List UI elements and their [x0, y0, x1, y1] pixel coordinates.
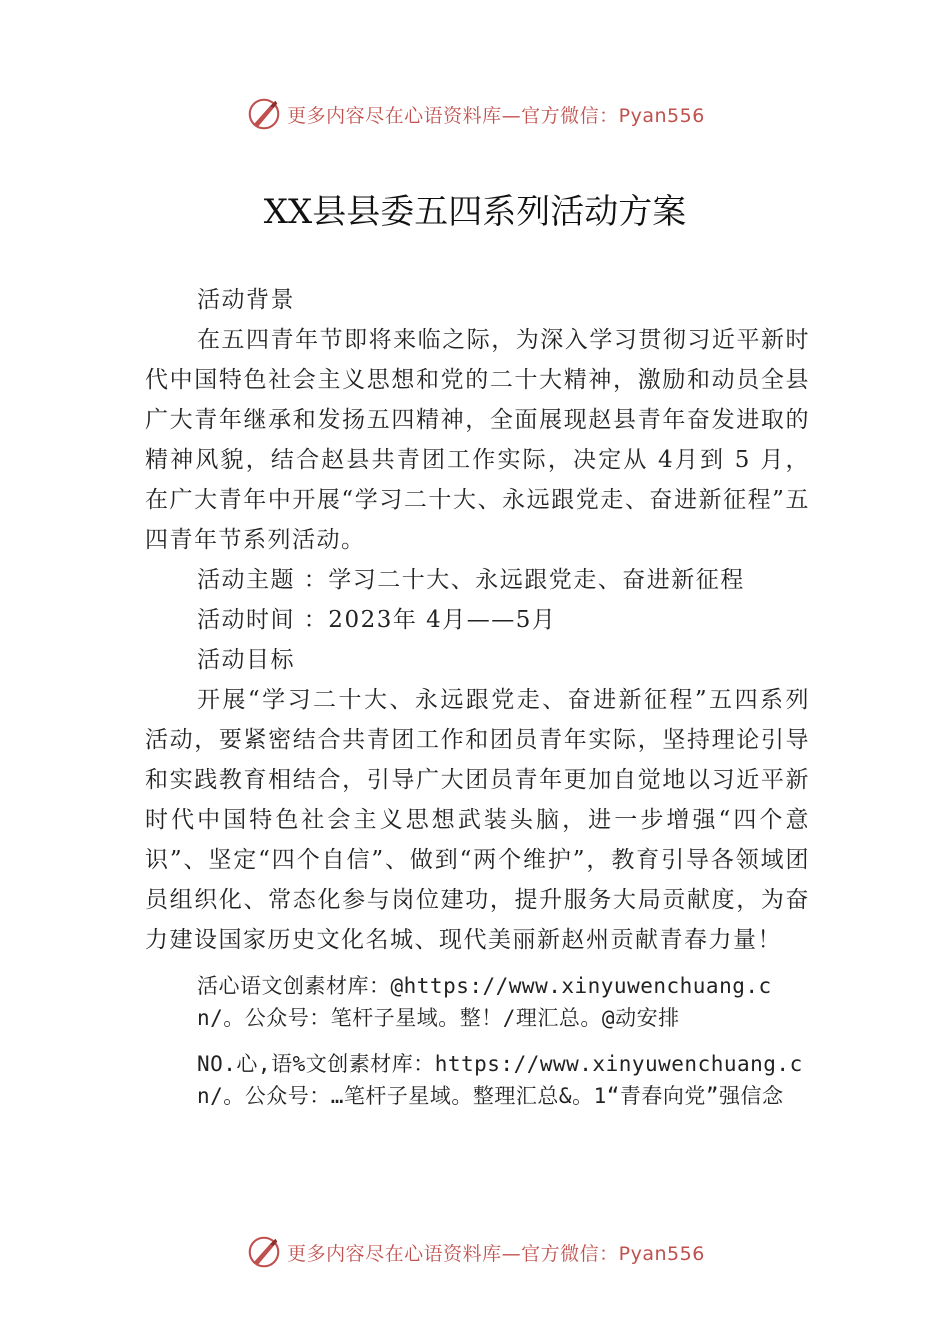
- theme-line: 活动主题 ：学习二十大、永远跟党走、奋进新征程: [197, 567, 745, 593]
- footer-banner: [0, 1230, 950, 1274]
- watermark-note-2: NO.心,语%文创素材库：https://www.xinyuwenchuang.cn/。公众号：…笔杆子星域。整理汇总&。1“青春向党”强信念: [197, 1052, 803, 1108]
- background-paragraph: 在五四青年节即将来临之际，为深入学习贯彻习近平新时代中国特色社会主义思想和党的二十大精神，激励和动员全县广大青年继承和发扬五四精神，全面展现赵县青年奋发进取的精神风貌，结合赵县共青团工作实际，决定从 4月到 5 月，在广大青年中开展“学习二十大、永远跟党走、奋进新征程”五四青年节系列活动。: [145, 327, 810, 553]
- header-banner: [0, 92, 950, 136]
- watermark-note-1: 活心语文创素材库：@https://www.xinyuwenchuang.cn/。公众号：笔杆子星域。整！/理汇总。@动安排: [197, 974, 772, 1030]
- document-body: [145, 280, 810, 1112]
- goal-paragraph: 开展“学习二十大、永远跟党走、奋进新征程”五四系列活动，要紧密结合共青团工作和团员青年实际，坚持理论引导和实践教育相结合，引导广大团员青年更加自觉地以习近平新时代中国特色社会主义思想武装头脑，进一步增强“四个意识”、坚定“四个自信”、做到“两个维护”，教育引导各领域团员组织化、常态化参与岗位建功，提升服务大局贡献度，为奋力建设国家历史文化名城、现代美丽新赵州贡献青春力量！: [145, 687, 810, 953]
- pen-logo-icon: [245, 95, 283, 133]
- pen-logo-icon: [245, 1233, 283, 1271]
- banner-text: 更多内容尽在心语资料库—官方微信：Pyan556: [287, 1242, 705, 1265]
- document-title: XX县县委五四系列活动方案: [263, 192, 687, 232]
- time-line: 活动时间 ：2023年 4月——5月: [197, 607, 557, 633]
- goal-heading: 活动目标: [197, 647, 295, 673]
- background-heading: 活动背景: [197, 287, 295, 313]
- banner-text: 更多内容尽在心语资料库—官方微信：Pyan556: [287, 104, 705, 127]
